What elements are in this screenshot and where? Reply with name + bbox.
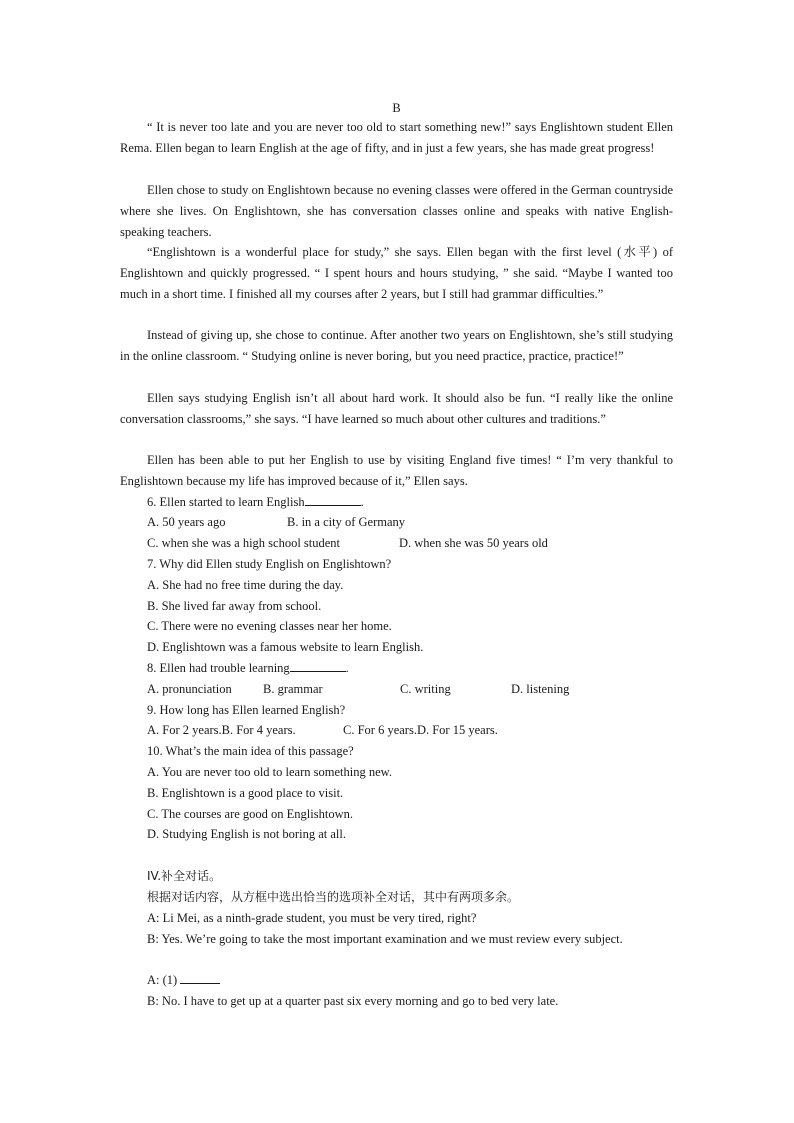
question-7-option-d: D. Englishtown was a famous website to learn English. [147, 640, 424, 654]
question-10-stem: 10. What’s the main idea of this passage? [147, 744, 354, 758]
question-8-option-b: B. grammar [263, 682, 323, 696]
question-6-option-b: B. in a city of Germany [287, 515, 406, 529]
dialogue-line-3-text: A: (1) [147, 973, 178, 987]
question-8-option-c: C. writing [400, 682, 451, 696]
section-iv-instruction: 根据对话内容，从方框中选出恰当的选项补全对话，其中有两项多余。 [147, 890, 520, 904]
question-6-stem: 6. Ellen started to learn English [147, 495, 305, 509]
question-6-option-d: D. when she was 50 years old [399, 536, 548, 550]
question-9-options-cd: C. For 6 years.D. For 15 years. [343, 723, 498, 737]
passage-paragraph-3: “Englishtown is a wonderful place for study,” she says. Ellen began with the first level (水平) of Englishtown and quickly progressed. “ I spent hours and hours studying, ” she said. “Maybe I wanted too much in a short time. I finished all my courses after 2 years, but I still had grammar difficulties.” [120, 245, 673, 301]
question-8-option-d: D. listening [511, 682, 570, 696]
question-9-options-ab: A. For 2 years.B. For 4 years. [147, 723, 296, 737]
question-8-option-a: A. pronunciation [147, 682, 232, 696]
question-8 [147, 658, 349, 679]
question-8-stem: 8. Ellen had trouble learning [147, 661, 290, 675]
dialogue-line-2: B: Yes. We’re going to take the most important examination and we must review every subject. [147, 932, 623, 946]
question-6-option-c: C. when she was a high school student [147, 536, 341, 550]
question-10-option-c: C. The courses are good on Englishtown. [147, 807, 353, 821]
passage-paragraph-4: Instead of giving up, she chose to continue. After another two years on Englishtown, she’s still studying in the online classroom. “ Studying online is never boring, but you need practice, practice, practice!” [120, 328, 673, 363]
dialogue-line-3 [147, 970, 220, 991]
question-6-end: . [360, 495, 364, 509]
passage-paragraph-5: Ellen says studying English isn’t all about hard work. It should also be fun. “I really like the online conversation classrooms,” she says. “I have learned so much about other cultures and traditions.” [120, 391, 673, 426]
question-9-stem: 9. How long has Ellen learned English? [147, 703, 346, 717]
answer-blank[interactable] [180, 972, 220, 984]
question-7-option-a: A. She had no free time during the day. [147, 578, 344, 592]
question-10-option-a: A. You are never too old to learn something new. [147, 765, 392, 779]
passage-paragraph-6: Ellen has been able to put her English to use by visiting England five times! “ I’m very thankful to Englishtown because my life has improved because of it,” Ellen says. [120, 453, 673, 488]
question-10-option-d: D. Studying English is not boring at all. [147, 827, 346, 841]
question-6 [147, 492, 364, 513]
passage-paragraph-2: Ellen chose to study on Englishtown because no evening classes were offered in the German countryside where she lives. On Englishtown, she has conversation classes online and speaks with native English-speaking teachers. [120, 183, 673, 239]
question-7-option-b: B. She lived far away from school. [147, 599, 322, 613]
answer-blank[interactable] [290, 660, 346, 672]
question-7-option-c: C. There were no evening classes near her home. [147, 619, 392, 633]
question-8-end: . [345, 661, 349, 675]
question-10-option-b: B. Englishtown is a good place to visit. [147, 786, 344, 800]
passage-paragraph-1: “ It is never too late and you are never too old to start something new!” says Englishtown student Ellen Rema. Ellen began to learn English at the age of fifty, and in just a few years, she has made great progress! [120, 120, 673, 155]
question-6-option-a: A. 50 years ago [147, 515, 226, 529]
dialogue-line-4: B: No. I have to get up at a quarter past six every morning and go to bed very late. [147, 994, 559, 1008]
section-label: B [392, 101, 401, 115]
dialogue-line-1: A: Li Mei, as a ninth-grade student, you must be very tired, right? [147, 911, 477, 925]
answer-blank[interactable] [305, 494, 361, 506]
question-7-stem: 7. Why did Ellen study English on Englishtown? [147, 557, 392, 571]
section-iv-heading: IV.补全对话。 [147, 869, 222, 883]
